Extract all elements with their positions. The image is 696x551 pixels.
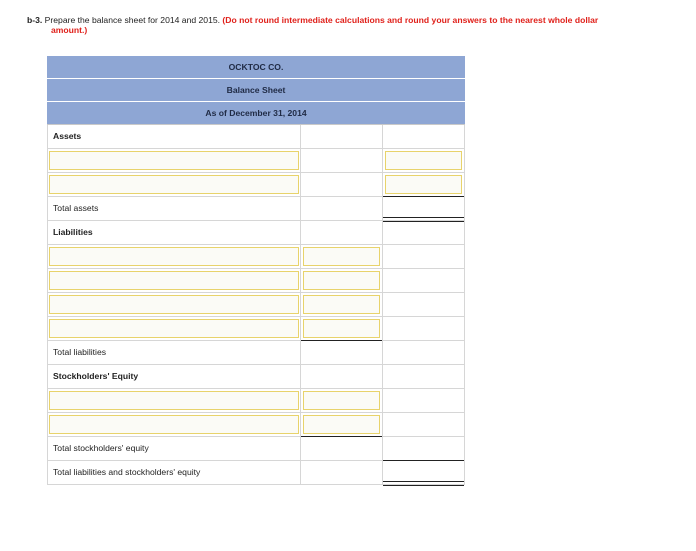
total-liab-equity-row <box>47 461 465 485</box>
equity-amount-input-2[interactable] <box>303 415 380 434</box>
question-number: b-3. <box>27 15 43 25</box>
total-assets-value <box>383 197 465 220</box>
liability-name-input-2[interactable] <box>49 271 299 290</box>
equity-name-input-1[interactable] <box>49 391 299 410</box>
liability-row-1 <box>47 245 465 269</box>
liability-amount-input-2[interactable] <box>303 271 380 290</box>
rounding-warning: (Do not round intermediate calculations and round your answers to the nearest whole dollar <box>222 15 599 25</box>
liabilities-header-row <box>47 221 465 245</box>
equity-row-2 <box>47 413 465 437</box>
liability-name-input-1[interactable] <box>49 247 299 266</box>
equity-header-row <box>47 365 465 389</box>
total-equity-value <box>383 437 465 460</box>
company-name: OCKTOC CO. <box>47 56 465 79</box>
equity-name-input-2[interactable] <box>49 415 299 434</box>
liability-row-3 <box>47 293 465 317</box>
instructions <box>27 15 667 35</box>
liability-name-input-4[interactable] <box>49 319 299 338</box>
balance-sheet <box>47 56 465 485</box>
total-liabilities-row <box>47 341 465 365</box>
asset-amount-input-1[interactable] <box>385 151 462 170</box>
total-liabilities-value <box>383 341 465 364</box>
liability-name-input-3[interactable] <box>49 295 299 314</box>
total-equity-row <box>47 437 465 461</box>
equity-label: Stockholders' Equity <box>47 365 301 388</box>
liability-row-4 <box>47 317 465 341</box>
liability-amount-input-1[interactable] <box>303 247 380 266</box>
total-equity-label: Total stockholders' equity <box>47 437 301 460</box>
assets-header-row <box>47 125 465 149</box>
question-text: Prepare the balance sheet for 2014 and 2015. <box>44 15 221 25</box>
assets-label: Assets <box>47 125 301 148</box>
total-liab-equity-label: Total liabilities and stockholders' equity <box>47 461 301 484</box>
total-assets-row <box>47 197 465 221</box>
equity-amount-input-1[interactable] <box>303 391 380 410</box>
total-liabilities-label: Total liabilities <box>47 341 301 364</box>
total-liab-equity-value <box>383 461 465 484</box>
asset-name-input-1[interactable] <box>49 151 299 170</box>
liabilities-label: Liabilities <box>47 221 301 244</box>
total-assets-label: Total assets <box>47 197 301 220</box>
liability-amount-input-3[interactable] <box>303 295 380 314</box>
liability-amount-input-4[interactable] <box>303 319 380 338</box>
asset-row-1 <box>47 149 465 173</box>
statement-date: As of December 31, 2014 <box>47 102 465 125</box>
liability-row-2 <box>47 269 465 293</box>
equity-row-1 <box>47 389 465 413</box>
asset-amount-input-2[interactable] <box>385 175 462 194</box>
statement-title: Balance Sheet <box>47 79 465 102</box>
rounding-warning-cont: amount.) <box>51 25 88 35</box>
asset-name-input-2[interactable] <box>49 175 299 194</box>
asset-row-2 <box>47 173 465 197</box>
